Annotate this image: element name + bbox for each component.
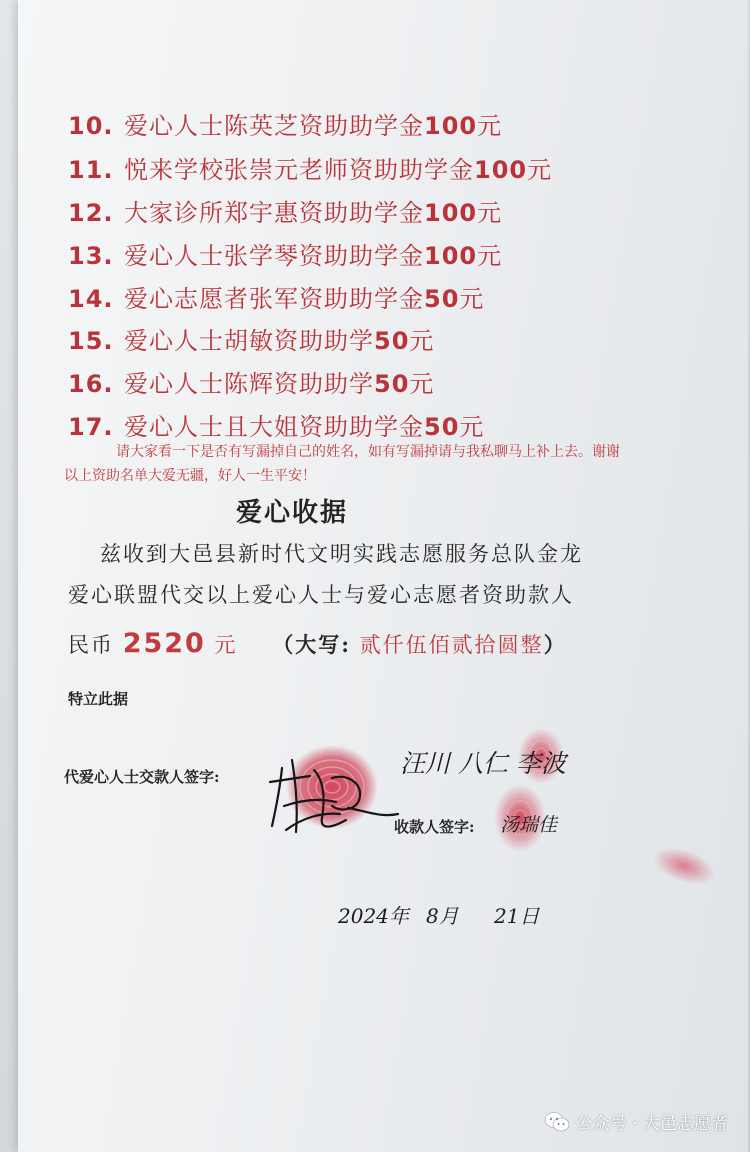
item-unit: 元 [527,156,553,184]
item-number: 17. [68,413,114,441]
item-amount: 50 [424,413,460,441]
item-unit: 元 [409,370,435,398]
list-item [68,106,502,141]
list-item [68,407,484,442]
item-amount: 100 [424,242,478,270]
item-text: 爱心人士陈辉资助助学 [124,370,374,398]
item-amount: 50 [374,370,410,398]
item-number: 15. [68,327,114,355]
item-unit: 元 [459,413,485,441]
item-number: 11. [68,156,114,184]
payer-signature-names: 汪川 八仁 李波 [400,749,566,778]
item-amount: 100 [474,156,528,184]
item-number: 13. [68,242,114,270]
item-unit: 元 [477,242,503,270]
item-text: 爱心人士且大姐资助助学金 [124,413,424,441]
certify-text: 特立此据 [68,690,129,708]
receipt-line-2: 爱心联盟代交以上爱心人士与爱心志愿者资助款人 [68,583,574,607]
item-number: 10. [68,112,114,140]
receipt-title: 爱心收据 [236,498,349,528]
list-item [68,321,434,356]
daxie-value: 贰仟伍佰贰拾圆整 [359,633,544,657]
amount-prefix: 民币 [68,633,114,657]
item-amount: 100 [424,112,478,140]
list-item [68,364,434,399]
wechat-icon [544,1111,570,1133]
watermark [544,1109,728,1134]
payer-signature-label: 代爱心人士交款人签字: [64,768,220,786]
list-item [68,279,484,314]
item-unit: 元 [477,112,503,140]
date-month: 8月 [426,904,459,928]
item-text: 爱心人士陈英芝资助助学金 [124,112,424,140]
watermark-text: 公众号 · 大邑志愿者 [575,1114,728,1134]
daxie-close: ） [543,632,567,657]
item-number: 16. [68,370,114,398]
item-amount: 50 [374,327,410,355]
list-item [68,193,502,228]
item-number: 14. [68,285,114,313]
item-unit: 元 [459,285,485,313]
item-amount: 50 [424,285,460,313]
handwritten-signature [262,748,402,840]
item-text: 大家诊所郑宇惠资助助学金 [124,199,424,227]
fingerprint-smudge-icon [646,842,716,886]
list-item [68,236,502,271]
item-text: 爱心志愿者张军资助助学金 [124,285,424,313]
amount-unit: 元 [214,633,238,657]
date-year: 2024年 [338,904,409,928]
receipt-amount-row [68,628,567,659]
item-amount: 100 [424,199,478,227]
list-item [68,150,552,185]
item-unit: 元 [409,327,435,355]
item-text: 悦来学校张崇元老师资助助学金 [124,156,474,184]
item-text: 爱心人士胡敏资助助学 [124,327,374,355]
item-number: 12. [68,199,114,227]
amount-value: 2520 [122,628,206,659]
item-text: 爱心人士张学琴资助助学金 [124,242,424,270]
receipt-line-1: 兹收到大邑县新时代文明实践志愿服务总队金龙 [100,542,583,566]
payee-signature: 汤瑞佳 [500,814,558,836]
payee-signature-label: 收款人签字: [394,818,475,836]
item-unit: 元 [477,199,503,227]
date-day: 21日 [494,904,540,928]
notice-text: 请大家看一下是否有写漏掉自己的姓名，如有写漏掉请与我私聊马上补上去。谢谢以上资助名单大爱无疆，好人一生平安！ [64,444,620,484]
daxie-label: （大写: [272,632,351,657]
